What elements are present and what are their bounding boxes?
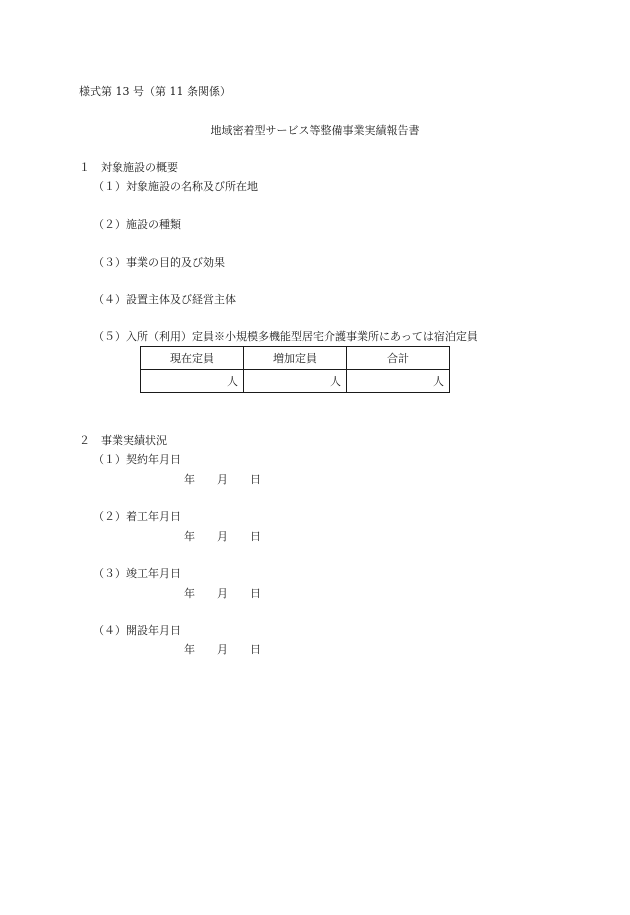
facility-name-address-label: （１）対象施設の名称及び所在地 xyxy=(93,180,258,193)
contract-date-field[interactable] xyxy=(184,473,261,487)
completion-date-label: （３）竣工年月日 xyxy=(93,567,181,580)
section1-heading: １ 対象施設の概要 xyxy=(79,161,178,174)
section2-heading: ２ 事業実績状況 xyxy=(79,434,167,447)
year-unit: 年 xyxy=(184,530,195,543)
month-unit: 月 xyxy=(217,530,228,543)
day-unit: 日 xyxy=(250,587,261,600)
current-capacity-cell[interactable]: 人 xyxy=(141,370,244,393)
month-unit: 月 xyxy=(217,587,228,600)
added-capacity-cell[interactable]: 人 xyxy=(244,370,347,393)
year-unit: 年 xyxy=(184,587,195,600)
contract-date-label: （１）契約年月日 xyxy=(93,453,181,466)
day-unit: 日 xyxy=(250,473,261,486)
capacity-table-value-row xyxy=(141,370,450,393)
construction-start-date-field[interactable] xyxy=(184,530,261,544)
document-title: 地域密着型サービス等整備事業実績報告書 xyxy=(210,124,420,137)
capacity-table-header-row xyxy=(141,347,450,370)
opening-date-label: （４）開設年月日 xyxy=(93,624,181,637)
completion-date-field[interactable] xyxy=(184,587,261,601)
day-unit: 日 xyxy=(250,530,261,543)
opening-date-field[interactable] xyxy=(184,643,261,657)
capacity-label: （５）入所（利用）定員※小規模多機能型居宅介護事業所にあっては宿泊定員 xyxy=(93,330,478,343)
current-capacity-header: 現在定員 xyxy=(141,347,244,370)
month-unit: 月 xyxy=(217,473,228,486)
facility-type-label: （２）施設の種類 xyxy=(93,218,181,231)
year-unit: 年 xyxy=(184,643,195,656)
capacity-table xyxy=(140,346,450,393)
month-unit: 月 xyxy=(217,643,228,656)
added-capacity-header: 増加定員 xyxy=(244,347,347,370)
construction-start-date-label: （２）着工年月日 xyxy=(93,510,181,523)
total-capacity-cell[interactable]: 人 xyxy=(347,370,450,393)
total-capacity-header: 合計 xyxy=(347,347,450,370)
day-unit: 日 xyxy=(250,643,261,656)
operator-label: （４）設置主体及び経営主体 xyxy=(93,293,236,306)
form-number: 様式第 13 号（第 11 条関係） xyxy=(79,85,231,98)
purpose-effect-label: （３）事業の目的及び効果 xyxy=(93,256,225,269)
year-unit: 年 xyxy=(184,473,195,486)
